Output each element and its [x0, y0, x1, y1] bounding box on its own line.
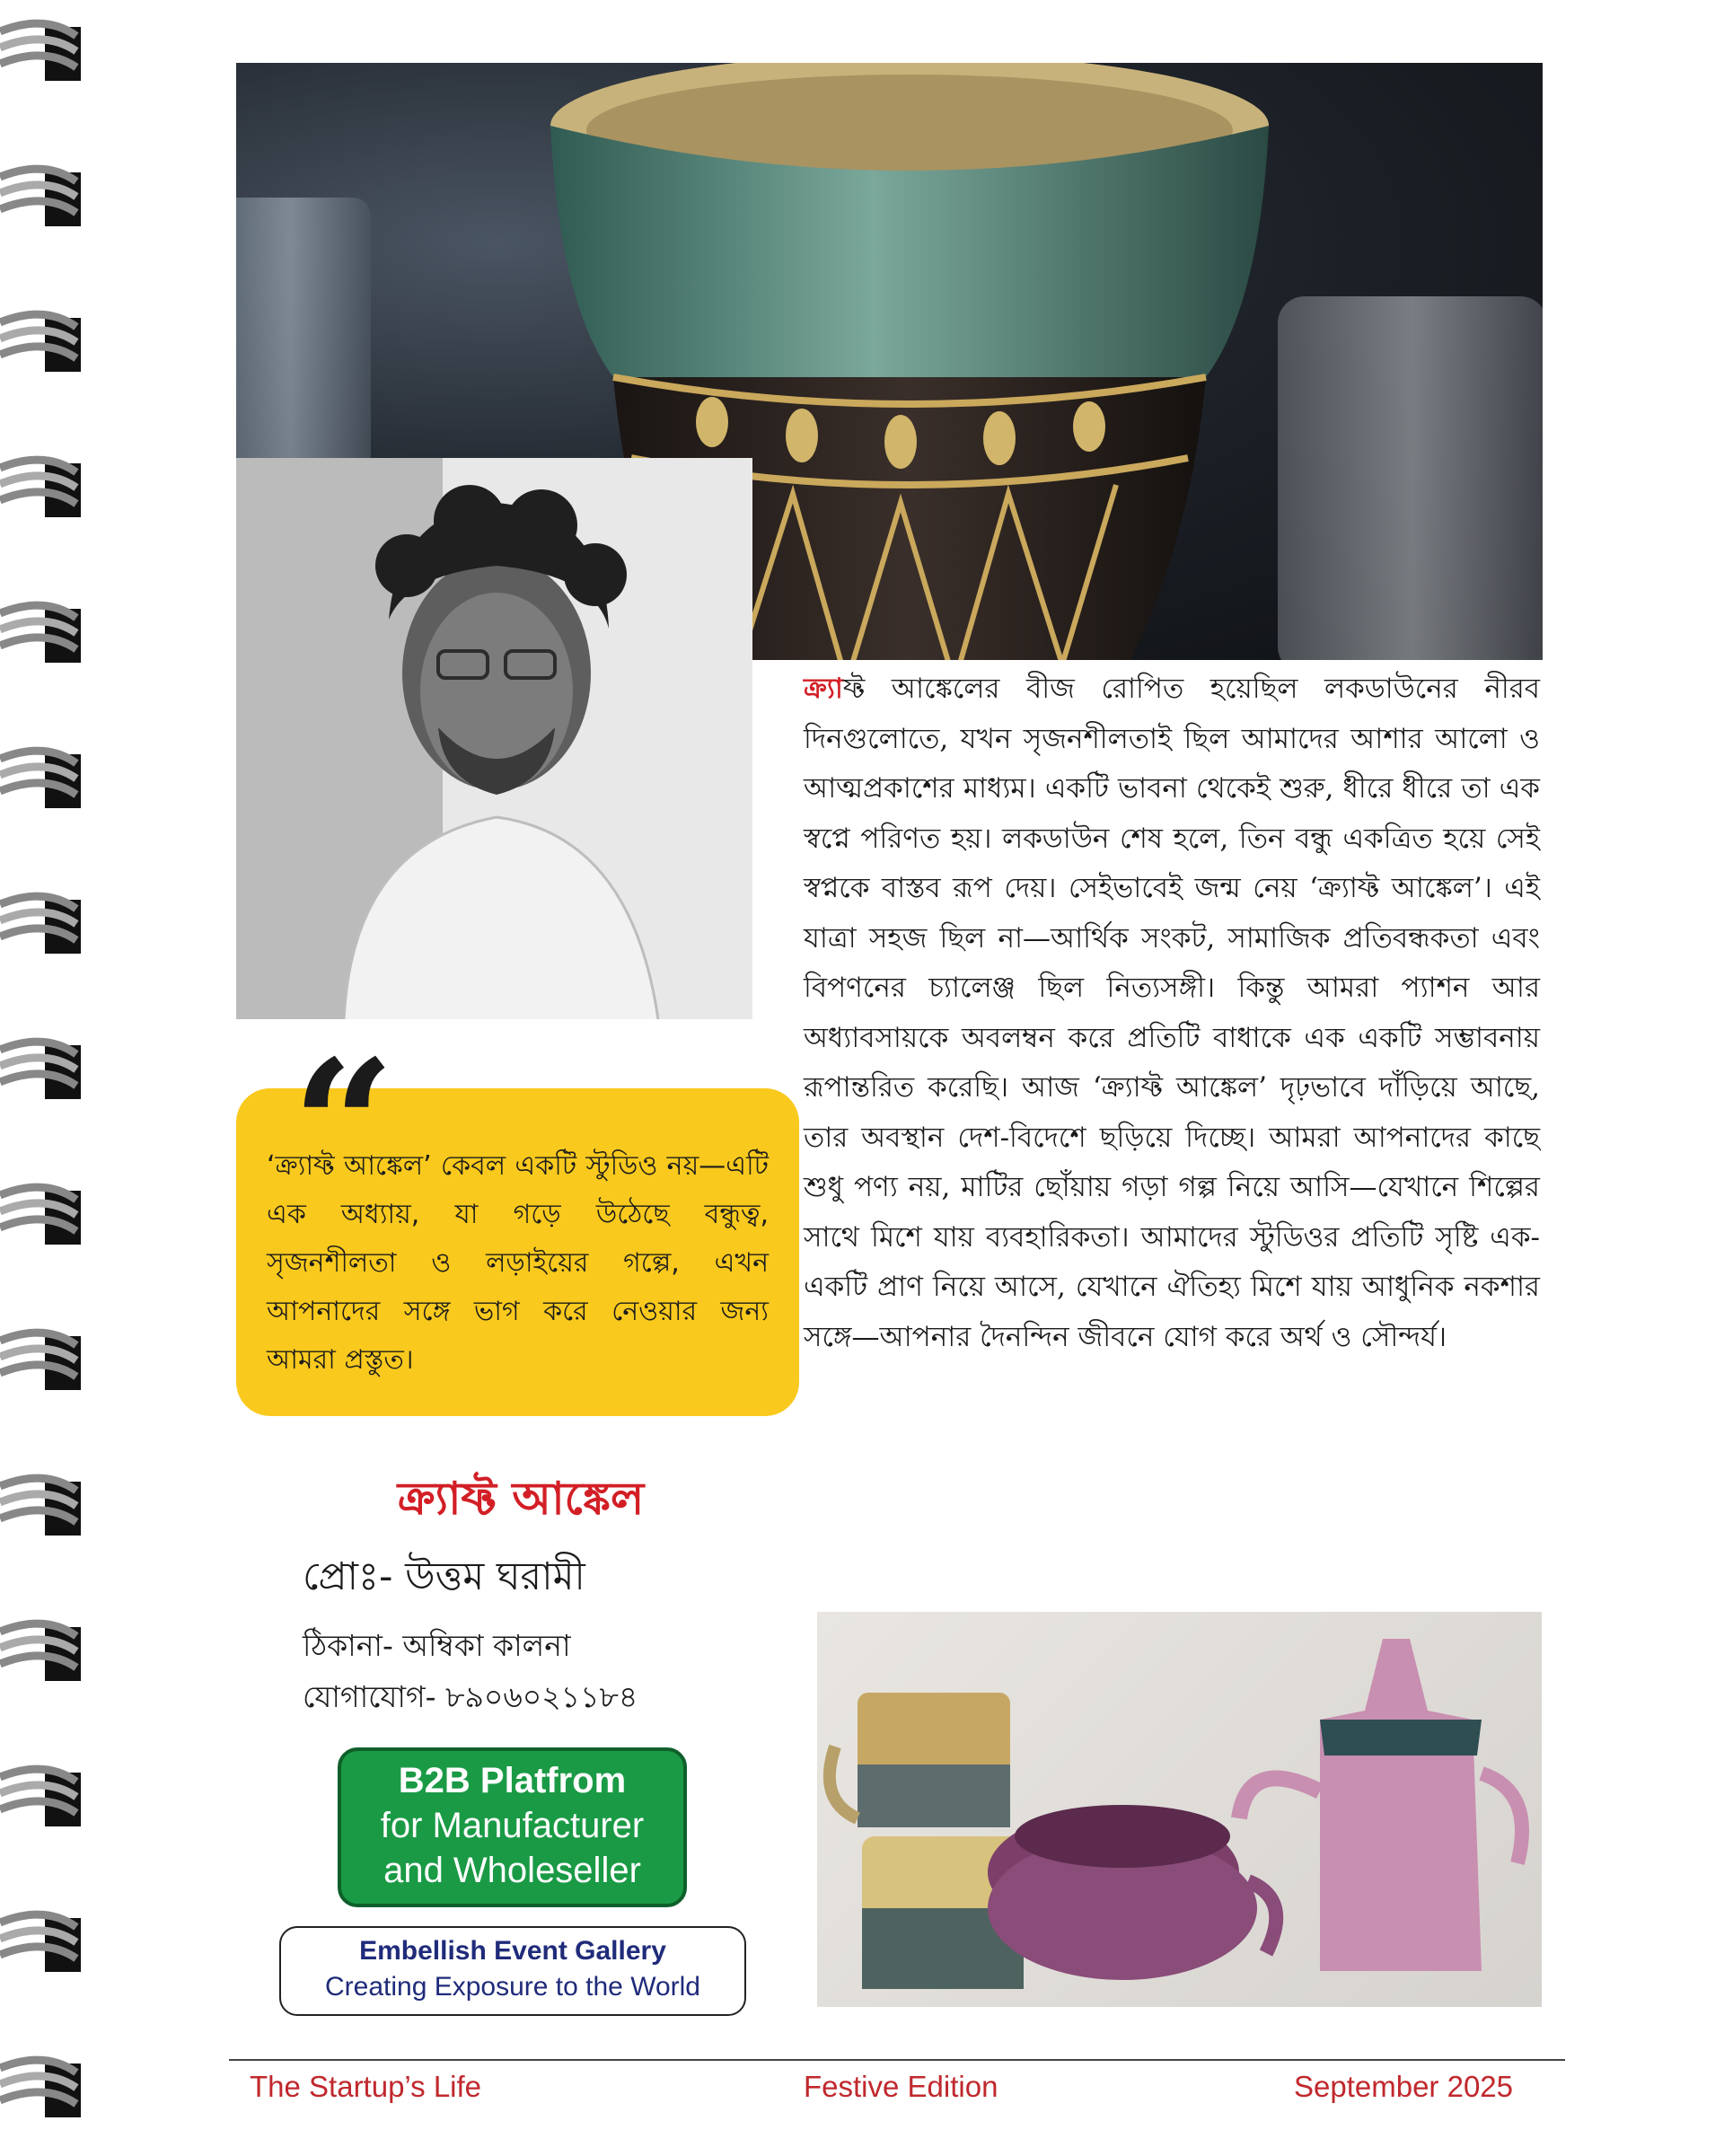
footer-publication: The Startup’s Life — [250, 2070, 482, 2103]
spiral-ring-icon — [0, 1605, 90, 1694]
article-dropcap: ক্র্যা — [804, 673, 843, 705]
spiral-ring-icon — [0, 877, 90, 967]
proprietor: প্রোঃ- উত্তম ঘরামী — [303, 1554, 585, 1599]
quote-text: ‘ক্র্যাফ্ট আঙ্কেল’ কেবল একটি স্টুডিও নয়—এটি এক অধ্যায়, যা গড়ে উঠেছে বন্ধুত্ব, সৃজনশীলতা ও লড়াইয়ের গল্পে, এখন আপনাদের সঙ্গে ভাগ করে নেওয়ার জন্য আমরা প্রস্তুত। — [267, 1150, 769, 1376]
quote-mark-icon: “ — [292, 1021, 396, 1232]
b2b-line1: B2B Platfrom — [398, 1761, 627, 1800]
article-body — [804, 664, 1540, 1362]
spiral-ring-icon — [0, 441, 90, 531]
footer-edition: Festive Edition — [804, 2070, 998, 2103]
spiral-ring-icon — [0, 1896, 90, 1985]
brand-name: ক্র্যাফ্ট আঙ্কেল — [397, 1472, 645, 1525]
b2b-line3: and Wholeseller — [383, 1851, 641, 1890]
embellish-line2: Creating Exposure to the World — [325, 1972, 700, 2002]
spiral-ring-icon — [0, 1459, 90, 1549]
b2b-platform-badge — [338, 1747, 687, 1907]
article-text: ফ্ট আঙ্কেলের বীজ রোপিত হয়েছিল লকডাউনের নীরব দিনগুলোতে, যখন সৃজনশীলতাই ছিল আমাদের আশার আলো ও আত্মপ্রকাশের মাধ্যম। একটি ভাবনা থেকেই শুরু, ধীরে ধীরে তা এক স্বপ্নে পরিণত হয়। লকডাউন শেষ হলে, তিন বন্ধু একত্রিত হয়ে সেই স্বপ্নকে বাস্তব রূপ দেয়। সেইভাবেই জন্ম নেয় ‘ক্র্যাফ্ট আঙ্কেল’। এই যাত্রা সহজ ছিল না—আর্থিক সংকট, সামাজিক প্রতিবন্ধকতা এবং বিপণনের চ্যালেঞ্জ ছিল নিত্যসঙ্গী। কিন্তু আমরা প্যাশন আর অধ্যাবসায়কে অবলম্বন করে প্রতিটি বাধাকে এক একটি সম্ভাবনায় রূপান্তরিত করেছি। আজ ‘ক্র্যাফ্ট আঙ্কেল’ দৃঢ়ভাবে দাঁড়িয়ে আছে, তার অবস্থান দেশ-বিদেশে ছড়িয়ে দিচ্ছে। আমরা আপনাদের কাছে শুধু পণ্য নয়, মাটির ছোঁয়ায় গড়া গল্প নিয়ে আসি—যেখানে শিল্পের সাথে মিশে যায় ব্যবহারিকতা। আমাদের স্টুডিওর প্রতিটি সৃষ্টি এক-একটি প্রাণ নিয়ে আসে, যেখানে ঐতিহ্য মিশে যায় আধুনিক নকশার সঙ্গে—আপনার দৈনন্দিন জীবনে যোগ করে অর্থ ও সৌন্দর্য। — [804, 673, 1540, 1353]
spiral-ring-icon — [0, 732, 90, 822]
spiral-binding — [0, 0, 99, 2156]
spiral-ring-icon — [0, 1750, 90, 1840]
b2b-line2: for Manufacturer — [380, 1806, 645, 1845]
spiral-ring-icon — [0, 295, 90, 385]
spiral-ring-icon — [0, 1168, 90, 1258]
founder-portrait — [236, 458, 752, 1019]
embellish-line1: Embellish Event Gallery — [359, 1936, 666, 1966]
footer-divider — [229, 2059, 1565, 2061]
spiral-ring-icon — [0, 150, 90, 240]
footer-date: September 2025 — [1294, 2070, 1514, 2103]
spiral-ring-icon — [0, 586, 90, 676]
embellish-badge — [279, 1926, 746, 2016]
ceramic-cups-photo — [817, 1612, 1542, 2007]
spiral-ring-icon — [0, 4, 90, 94]
spiral-ring-icon — [0, 1023, 90, 1113]
address: ঠিকানা- অম্বিকা কালনা — [303, 1628, 571, 1663]
spiral-ring-icon — [0, 1314, 90, 1404]
contact-number: যোগাযোগ- ৮৯০৬০২১১৮৪ — [303, 1679, 638, 1714]
spiral-ring-icon — [0, 2041, 90, 2131]
